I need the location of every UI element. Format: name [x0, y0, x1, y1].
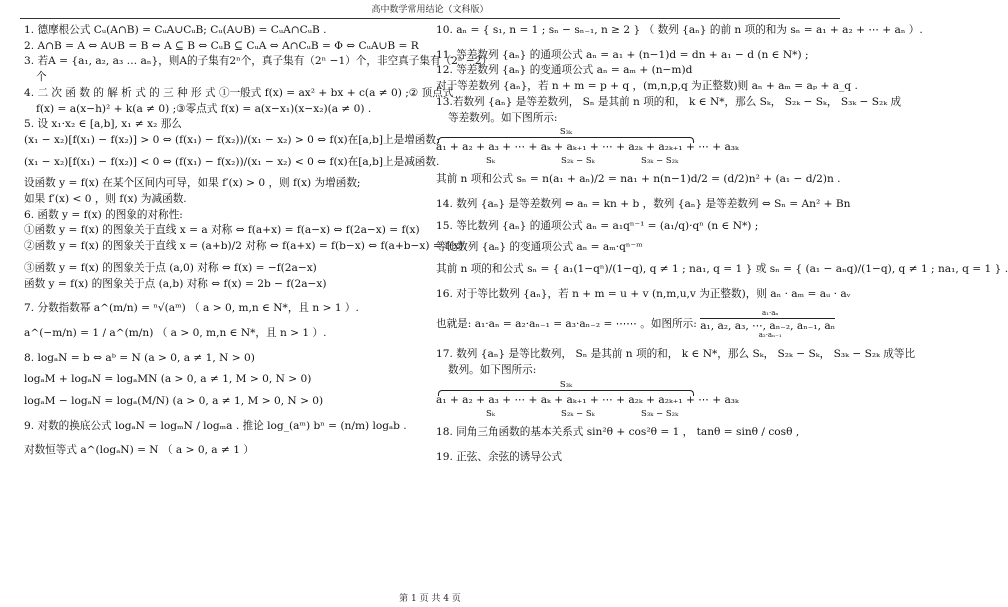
- diagram2-sub-label-1: Sₖ: [486, 408, 495, 419]
- item-14: 14. 数列 {aₙ} 是等差数列 ⇔ aₙ = kn + b ，数列 {aₙ} 是等差数列 ⇔ Sₙ = An² + Bn: [436, 197, 851, 210]
- item-13: 13.若数列 {aₙ} 是等差数列， Sₙ 是其前 n 项的和， k ∈ N*，那么 Sₖ， S₂ₖ − Sₖ， S₃ₖ − S₂ₖ 成: [436, 95, 902, 108]
- item-9: 9. 对数的换底公式 logₐN = logₘN / logₘa . 推论 log_(aᵐ) bⁿ = (n/m) logₐb .: [24, 419, 407, 432]
- diagram-total-label: S₃ₖ: [559, 127, 573, 138]
- item-16-cont: [436, 309, 844, 339]
- diagram-sequence: a₁ + a₂ + a₃ + ⋯ + aₖ + aₖ₊₁ + ⋯ + a₂ₖ + a₂ₖ₊₁ + ⋯ + a₃ₖ: [436, 141, 739, 154]
- diagram-sub-label-3: S₃ₖ − S₂ₖ: [641, 156, 679, 167]
- arithmetic-sum-diagram: [436, 127, 739, 167]
- item-1: 1. 德摩根公式 Cᵤ(A∩B) = CᵤA∪CᵤB; Cᵤ(A∪B) = CᵤA∩CᵤB .: [24, 24, 327, 36]
- diagram2-total-label: S₃ₖ: [559, 379, 573, 390]
- right-column: [436, 24, 1008, 466]
- item-6-a: ①函数 y = f(x) 的图象关于直线 x = a 对称 ⇔ f(a+x) = f(a−x) ⇔ f(2a−x) = f(x): [24, 224, 420, 237]
- item-19: 19. 正弦、余弦的诱导公式: [436, 450, 563, 463]
- item-4: 4. 二 次 函 数 的 解 析 式 的 三 种 形 式 ①一般式 f(x) = ax² + bx + c(a ≠ 0) ;② 顶点式: [24, 86, 454, 99]
- item-6-d: 函数 y = f(x) 的图象关于点 (a,b) 对称 ⇔ f(x) = 2b − f(2a−x): [24, 277, 327, 290]
- diagram2-sequence: a₁ + a₂ + a₃ + ⋯ + aₖ + aₖ₊₁ + ⋯ + a₂ₖ + a₂ₖ₊₁ + ⋯ + a₃ₖ: [436, 393, 739, 406]
- item-5-increasing: (x₁ − x₂)[f(x₁) − f(x₂)] > 0 ⇔ (f(x₁) − f(x₂))/(x₁ − x₂) > 0 ⇔ f(x)在[a,b]上是增函数;: [24, 133, 440, 146]
- item-2: 2. A∩B = A ⇔ A∪B = B ⇔ A ⊆ B ⇔ CᵤB ⊆ CᵤA ⇔ A∩CᵤB = Φ ⇔ CᵤA∪B = R: [24, 39, 419, 52]
- page-footer: [0, 591, 860, 604]
- header-title: 高中数学常用结论（文科版）: [371, 5, 489, 15]
- diagram2-sub-label-3: S₃ₖ − S₂ₖ: [641, 408, 679, 419]
- item-15-variant: 等比数列 {aₙ} 的变通项公式 aₙ = aₘ·qⁿ⁻ᵐ: [436, 241, 643, 254]
- diagram-sub-label-1: Sₖ: [486, 156, 495, 167]
- item-6-b: ②函数 y = f(x) 的图象关于直线 x = (a+b)/2 对称 ⇔ f(a+x) = f(b−x) ⇔ f(a+b−x) = f(x).: [24, 240, 467, 253]
- item-15: 15. 等比数列 {aₙ} 的通项公式 aₙ = a₁qⁿ⁻¹ = (a₁/q)·qⁿ (n ∈ N*) ;: [436, 219, 759, 232]
- item-12: 12. 等差数列 {aₙ} 的变通项公式 aₙ = aₘ + (n−m)d: [436, 64, 693, 77]
- item-13-sum-formula: 其前 n 项和公式 sₙ = n(a₁ + aₙ)/2 = na₁ + n(n−1)d/2 = (d/2)n² + (a₁ − d/2)n .: [436, 173, 841, 186]
- item-15-sum: 其前 n 项的和公式 sₙ = { a₁(1−qⁿ)/(1−q), q ≠ 1 ; na₁, q = 1 } 或 sₙ = { (a₁ − aₙq)/(1−q), q ≠ 1 ; na₁, q = 1 } .: [436, 263, 1008, 276]
- item-8-sum: logₐM + logₐN = logₐMN (a > 0, a ≠ 1, M > 0, N > 0): [24, 373, 312, 386]
- page-header: [0, 2, 860, 16]
- item-8-diff: logₐM − logₐN = logₐ(M/N) (a > 0, a ≠ 1, M > 0, N > 0): [24, 395, 324, 408]
- header-rule: [20, 18, 840, 19]
- item-17: 17. 数列 {aₙ} 是等比数列， Sₙ 是其前 n 项的和， k ∈ N*，那么 Sₖ， S₂ₖ − Sₖ， S₃ₖ − S₂ₖ 成等比: [436, 348, 916, 361]
- item-4-cont: f(x) = a(x−h)² + k(a ≠ 0) ;③零点式 f(x) = a(x−x₁)(x−x₂)(a ≠ 0) .: [36, 102, 372, 115]
- page-number: 第 1 页 共 4 页: [399, 594, 461, 604]
- item-16-text: 也就是: a₁·aₙ = a₂·aₙ₋₁ = a₃·aₙ₋₂ = ⋯⋯ 。如图所示:: [436, 318, 697, 331]
- item-9-identity: 对数恒等式 a^(logₐN) = N （ a > 0, a ≠ 1 ）: [24, 444, 254, 457]
- diagram2-sub-label-2: S₂ₖ − Sₖ: [561, 408, 595, 419]
- item-7-negative: a^(−m/n) = 1 / a^(m/n) （ a > 0, m,n ∈ N*，且 n > 1 ）.: [24, 326, 327, 339]
- item-17-cont: 数列。如下图所示:: [448, 364, 537, 377]
- item-6-c: ③函数 y = f(x) 的图象关于点 (a,0) 对称 ⇔ f(x) = −f(2a−x): [24, 261, 317, 274]
- mini-top-label: a₁·aₙ: [761, 309, 779, 318]
- item-5-derivative-cont: 如果 f′(x) < 0 ，则 f(x) 为减函数.: [24, 193, 187, 206]
- item-3-cont: 个: [36, 71, 47, 84]
- item-12-cont: 对于等差数列 {aₙ}，若 n + m = p + q ，(m,n,p,q 为正整数)则 aₙ + aₘ = aₚ + a_q .: [436, 80, 858, 93]
- item-11: 11. 等差数列 {aₙ} 的通项公式 aₙ = a₁ + (n−1)d = dn + a₁ − d (n ∈ N*) ;: [436, 48, 809, 61]
- item-8: 8. logₐN = b ⇔ aᵇ = N (a > 0, a ≠ 1, N > 0): [24, 351, 255, 364]
- geometric-product-diagram: [700, 309, 840, 339]
- item-6: 6. 函数 y = f(x) 的图象的对称性:: [24, 208, 183, 221]
- item-16: 16. 对于等比数列 {aₙ}，若 n + m = u + v (n,m,u,v 为正整数)，则 aₙ · aₘ = aᵤ · aᵥ: [436, 287, 851, 300]
- mini-bottom-label: a₂·aₙ₋₁: [758, 331, 782, 340]
- item-5-derivative: 设函数 y = f(x) 在某个区间内可导，如果 f′(x) > 0 ，则 f(x) 为增函数;: [24, 177, 361, 190]
- item-7: 7. 分数指数幂 a^(m/n) = ⁿ√(aᵐ) （ a > 0, m,n ∈ N*，且 n > 1 ）.: [24, 302, 359, 315]
- item-5: 5. 设 x₁·x₂ ∈ [a,b], x₁ ≠ x₂ 那么: [24, 118, 182, 131]
- item-10: 10. aₙ = { s₁, n = 1 ; sₙ − sₙ₋₁, n ≥ 2 } （ 数列 {aₙ} 的前 n 项的和为 sₙ = a₁ + a₂ + ⋯ + aₙ ）.: [436, 24, 923, 36]
- item-5-decreasing: (x₁ − x₂)[f(x₁) − f(x₂)] < 0 ⇔ (f(x₁) − f(x₂))/(x₁ − x₂) < 0 ⇔ f(x)在[a,b]上是减函数.: [24, 155, 440, 168]
- item-18: 18. 同角三角函数的基本关系式 sin²θ + cos²θ = 1 ， tanθ = sinθ / cosθ ,: [436, 425, 800, 438]
- mini-sequence: a₁, a₂, a₃, ⋯, aₙ₋₂, aₙ₋₁, aₙ: [700, 320, 836, 333]
- item-3: 3. 若A = {a₁, a₂, a₃ … aₙ}，则A的子集有2ⁿ个，真子集有（2ⁿ −1）个，非空真子集有（2ⁿ −2）: [24, 55, 493, 68]
- item-13-cont: 等差数列。如下图所示:: [448, 111, 558, 124]
- geometric-sum-diagram: [436, 379, 739, 420]
- diagram-sub-label-2: S₂ₖ − Sₖ: [561, 156, 595, 167]
